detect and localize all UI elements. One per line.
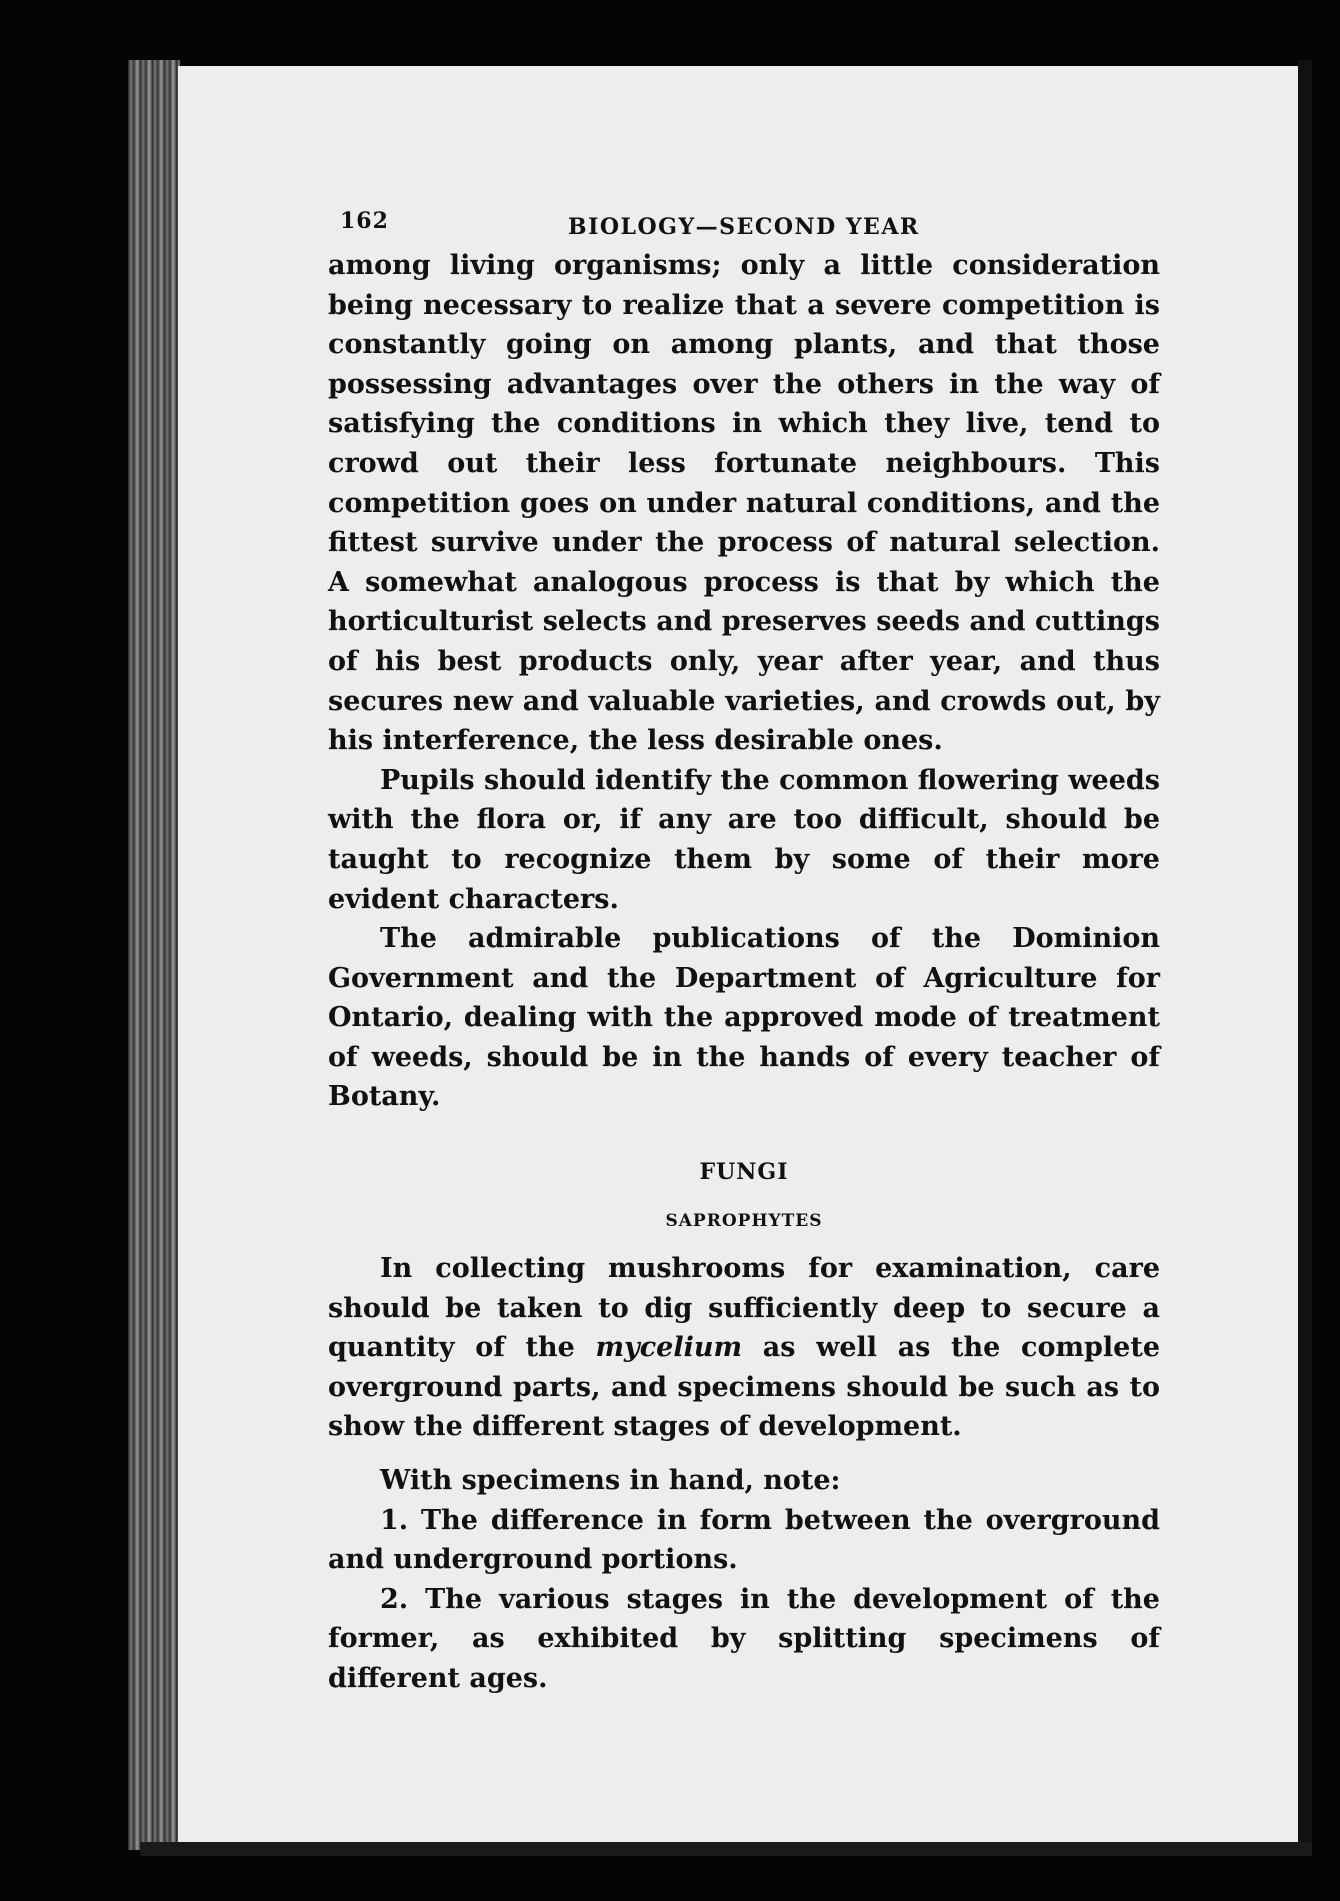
paragraph-competition: among living organisms; only a little consideration being necessary to realize that a severe competition is constantly going on among plants, and that those possessing advantages over the others in the way of satisfying the conditions in which they live, tend to crowd out their less fortunate neighbours. This competition goes on under natural conditions, and the fittest survive under the process of natural selection. A somewhat analogous process is that by which the horticulturist selects and preserves seeds and cuttings of his best products only, year after year, and thus secures new and valuable varieties, and crowds out, by his interference, the less desirable ones. <box>328 250 1160 757</box>
book-gutter <box>128 60 180 1850</box>
paragraph-weeds: Pupils should identify the common flowering weeds with the flora or, if any are too difficult, should be taught to recognize them by some of their more evident characters. <box>328 764 1160 915</box>
list-item-1: 1. The difference in form between the overground and underground portions. <box>328 1504 1160 1576</box>
mycelium-term: mycelium <box>595 1332 743 1364</box>
list-item-2: 2. The various stages in the development of the former, as exhibited by splitting specimens of different ages. <box>328 1583 1160 1694</box>
page-bottom-edge <box>140 1842 1312 1856</box>
running-head: BIOLOGY—SECOND YEAR <box>568 214 920 240</box>
paragraph-collecting <box>328 1249 1160 1447</box>
page-right-edge <box>1298 60 1312 1850</box>
section-heading-fungi: FUNGI <box>699 1159 789 1186</box>
paragraph-note: With specimens in hand, note: <box>380 1465 841 1497</box>
page-number: 162 <box>340 208 389 234</box>
page-header <box>328 202 1160 246</box>
collecting-text-start: In collecting mushrooms for examination, care should be taken to dig sufficiently deep to secure a quantity of the <box>328 1253 1160 1364</box>
collecting-text-end: as well as the complete overground parts, and specimens should be such as to show the different stages of development. <box>328 1332 1160 1443</box>
subheading-saprophytes: SAPROPHYTES <box>665 1211 823 1232</box>
paragraph-publications: The admirable publications of the Dominion Government and the Department of Agriculture for Ontario, dealing with the approved mode of treatment of weeds, should be in the hands of every teacher of Botany. <box>328 923 1160 1113</box>
page-content <box>328 202 1160 1699</box>
